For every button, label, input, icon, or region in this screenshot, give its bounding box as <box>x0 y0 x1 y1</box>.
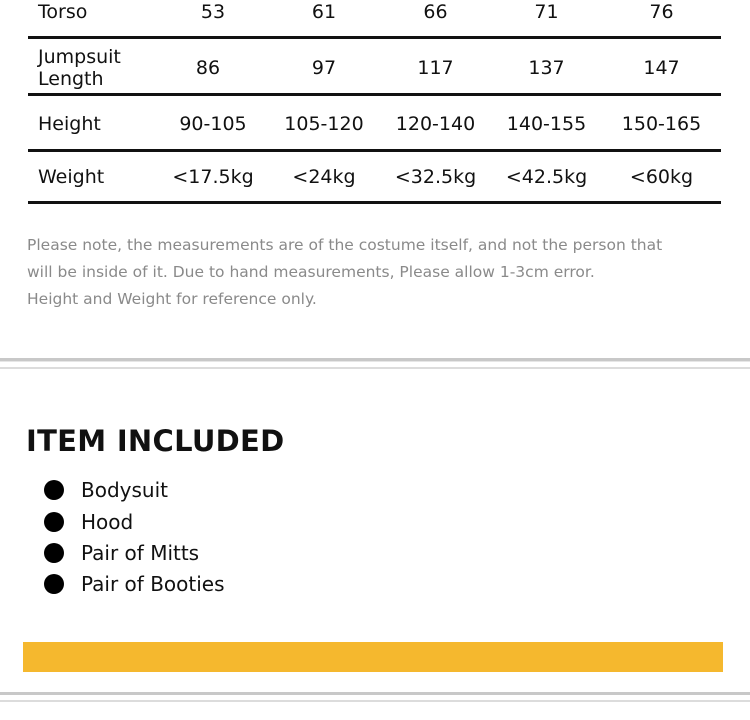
table-cell: <60kg <box>629 166 694 188</box>
table-cell: 105-120 <box>284 113 364 135</box>
note-line: Please note, the measurements are of the costume itself, and not the person that <box>27 236 663 254</box>
section-divider-thin <box>0 367 750 369</box>
row-label: Weight <box>38 166 105 188</box>
section-divider <box>0 358 750 362</box>
item-label: Pair of Mitts <box>81 541 200 565</box>
table-row-jumpsuit-length <box>28 44 721 92</box>
row-label: Height <box>38 113 101 135</box>
table-cell: <24kg <box>292 166 356 188</box>
items-included-title: ITEM INCLUDED <box>26 424 285 458</box>
row-label: Torso <box>38 1 88 23</box>
table-cell: 117 <box>417 57 454 79</box>
item-label: Hood <box>81 510 134 534</box>
footer-divider-thin <box>0 700 750 702</box>
table-divider <box>28 36 721 39</box>
bullet-icon <box>44 574 64 594</box>
table-row-weight <box>28 158 721 196</box>
table-cell: 120-140 <box>395 113 476 135</box>
table-cell: <17.5kg <box>172 166 254 188</box>
list-item-booties <box>44 569 225 599</box>
table-divider <box>28 149 721 152</box>
table-cell: 147 <box>643 57 680 79</box>
table-cell: 97 <box>311 57 337 79</box>
table-cell: 71 <box>534 1 559 23</box>
table-divider <box>28 201 721 204</box>
footer-divider <box>0 692 750 695</box>
list-item-hood <box>44 507 133 537</box>
row-label: Jumpsuit Length <box>38 46 121 90</box>
table-row-torso <box>28 0 721 26</box>
table-cell: 61 <box>311 1 337 23</box>
table-cell: 90-105 <box>179 113 247 135</box>
table-cell: <32.5kg <box>394 166 477 188</box>
item-label: Bodysuit <box>81 478 168 502</box>
table-cell: 76 <box>649 1 674 23</box>
list-item-bodysuit <box>44 475 168 505</box>
table-row-height <box>28 106 721 142</box>
accent-bar <box>23 642 723 672</box>
table-cell: 53 <box>200 1 226 23</box>
bullet-icon <box>44 543 64 563</box>
table-cell: 140-155 <box>506 113 587 135</box>
table-cell: <42.5kg <box>505 166 588 188</box>
table-cell: 137 <box>528 57 565 79</box>
table-cell: 150-165 <box>621 113 702 135</box>
table-divider <box>28 93 721 96</box>
bullet-icon <box>44 480 64 500</box>
note-line: Height and Weight for reference only. <box>27 290 317 308</box>
table-cell: 86 <box>195 57 221 79</box>
table-cell: 66 <box>423 1 448 23</box>
item-label: Pair of Booties <box>81 572 225 596</box>
measurement-note <box>27 232 727 313</box>
note-line: will be inside of it. Due to hand measurements, Please allow 1-3cm error. <box>27 263 595 281</box>
list-item-mitts <box>44 538 199 568</box>
bullet-icon <box>44 512 64 532</box>
